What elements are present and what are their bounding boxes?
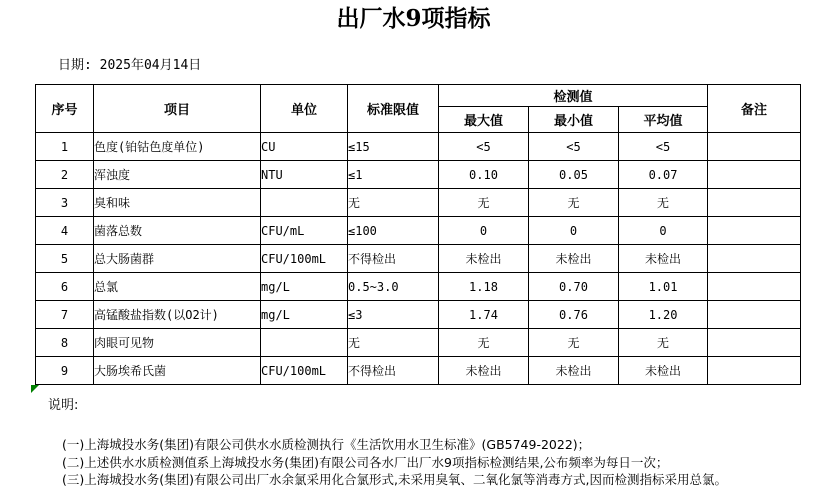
- max-value: 1.74: [439, 301, 529, 329]
- item-name: 菌落总数: [94, 217, 261, 245]
- min-value: <5: [529, 133, 619, 161]
- table-row-6: [36, 273, 801, 301]
- remark-cell: [708, 189, 801, 217]
- remark-cell: [708, 217, 801, 245]
- min-value: 无: [529, 329, 619, 357]
- min-value: 0.76: [529, 301, 619, 329]
- row-index: 5: [36, 245, 94, 273]
- notes-section: [48, 394, 827, 489]
- standard-limit: 不得检出: [348, 357, 439, 385]
- standard-limit: 不得检出: [348, 245, 439, 273]
- min-value: 0.70: [529, 273, 619, 301]
- row-index: 4: [36, 217, 94, 245]
- unit-value: CU: [261, 133, 348, 161]
- unit-value: CFU/mL: [261, 217, 348, 245]
- min-value: 未检出: [529, 245, 619, 273]
- col-header-detection-group: 检测值: [439, 85, 708, 107]
- avg-value: 0: [619, 217, 708, 245]
- row-index: 9: [36, 357, 94, 385]
- avg-value: <5: [619, 133, 708, 161]
- avg-value: 无: [619, 329, 708, 357]
- remark-cell: [708, 161, 801, 189]
- standard-limit: 无: [348, 329, 439, 357]
- avg-value: 1.01: [619, 273, 708, 301]
- table-row-7: [36, 301, 801, 329]
- max-value: 1.18: [439, 273, 529, 301]
- row-index: 2: [36, 161, 94, 189]
- unit-value: mg/L: [261, 273, 348, 301]
- standard-limit: 无: [348, 189, 439, 217]
- row-index: 7: [36, 301, 94, 329]
- min-value: 未检出: [529, 357, 619, 385]
- table-row-5: [36, 245, 801, 273]
- standard-limit: 0.5~3.0: [348, 273, 439, 301]
- page-title: 出厂水9项指标: [336, 5, 491, 32]
- unit-value: [261, 189, 348, 217]
- max-value: <5: [439, 133, 529, 161]
- item-name: 总大肠菌群: [94, 245, 261, 273]
- standard-limit: ≤15: [348, 133, 439, 161]
- max-value: 无: [439, 329, 529, 357]
- unit-value: CFU/100mL: [261, 357, 348, 385]
- cell-corner-marker-icon: [31, 385, 39, 393]
- standard-limit: ≤3: [348, 301, 439, 329]
- col-header-item: 项目: [94, 85, 261, 133]
- date-label: 日期: 2025年04月14日: [58, 58, 202, 73]
- avg-value: 未检出: [619, 245, 708, 273]
- col-header-index: 序号: [36, 85, 94, 133]
- table-row-4: [36, 217, 801, 245]
- table-row-3: [36, 189, 801, 217]
- min-value: 0: [529, 217, 619, 245]
- col-header-limit: 标准限值: [348, 85, 439, 133]
- table-row-9: [36, 357, 801, 385]
- standard-limit: ≤1: [348, 161, 439, 189]
- remark-cell: [708, 133, 801, 161]
- max-value: 0.10: [439, 161, 529, 189]
- max-value: 0: [439, 217, 529, 245]
- col-header-remark: 备注: [708, 85, 801, 133]
- min-value: 无: [529, 189, 619, 217]
- remark-cell: [708, 245, 801, 273]
- item-name: 臭和味: [94, 189, 261, 217]
- max-value: 未检出: [439, 245, 529, 273]
- avg-value: 无: [619, 189, 708, 217]
- header-row-top: [36, 85, 801, 107]
- row-index: 8: [36, 329, 94, 357]
- col-header-min: 最小值: [529, 107, 619, 133]
- remark-cell: [708, 329, 801, 357]
- col-header-unit: 单位: [261, 85, 348, 133]
- remark-cell: [708, 357, 801, 385]
- note-line-1: (一)上海城投水务(集团)有限公司供水水质检测执行《生活饮用水卫生标准》(GB5749-2022)；: [62, 437, 591, 452]
- unit-value: mg/L: [261, 301, 348, 329]
- item-name: 肉眼可见物: [94, 329, 261, 357]
- table-row-8: [36, 329, 801, 357]
- avg-value: 1.20: [619, 301, 708, 329]
- min-value: 0.05: [529, 161, 619, 189]
- avg-value: 0.07: [619, 161, 708, 189]
- item-name: 总氯: [94, 273, 261, 301]
- water-quality-table: [35, 84, 801, 385]
- unit-value: NTU: [261, 161, 348, 189]
- col-header-avg: 平均值: [619, 107, 708, 133]
- max-value: 无: [439, 189, 529, 217]
- max-value: 未检出: [439, 357, 529, 385]
- item-name: 高锰酸盐指数(以O2计): [94, 301, 261, 329]
- remark-cell: [708, 301, 801, 329]
- remark-cell: [708, 273, 801, 301]
- note-line-3: (三)上海城投水务(集团)有限公司出厂水余氯采用化合氯形式,未采用臭氧、二氧化氯等消毒方式,因而检测指标采用总氯。: [62, 472, 727, 487]
- table-row-2: [36, 161, 801, 189]
- row-index: 3: [36, 189, 94, 217]
- unit-value: [261, 329, 348, 357]
- standard-limit: ≤100: [348, 217, 439, 245]
- notes-label: 说明:: [48, 398, 79, 413]
- item-name: 大肠埃希氏菌: [94, 357, 261, 385]
- table-row-1: [36, 133, 801, 161]
- row-index: 1: [36, 133, 94, 161]
- row-index: 6: [36, 273, 94, 301]
- note-line-2: (二)上述供水水质检测值系上海城投水务(集团)有限公司各水厂出厂水9项指标检测结果,公布频率为每日一次；: [62, 454, 669, 470]
- col-header-max: 最大值: [439, 107, 529, 133]
- avg-value: 未检出: [619, 357, 708, 385]
- item-name: 浑浊度: [94, 161, 261, 189]
- item-name: 色度(铂钴色度单位): [94, 133, 261, 161]
- unit-value: CFU/100mL: [261, 245, 348, 273]
